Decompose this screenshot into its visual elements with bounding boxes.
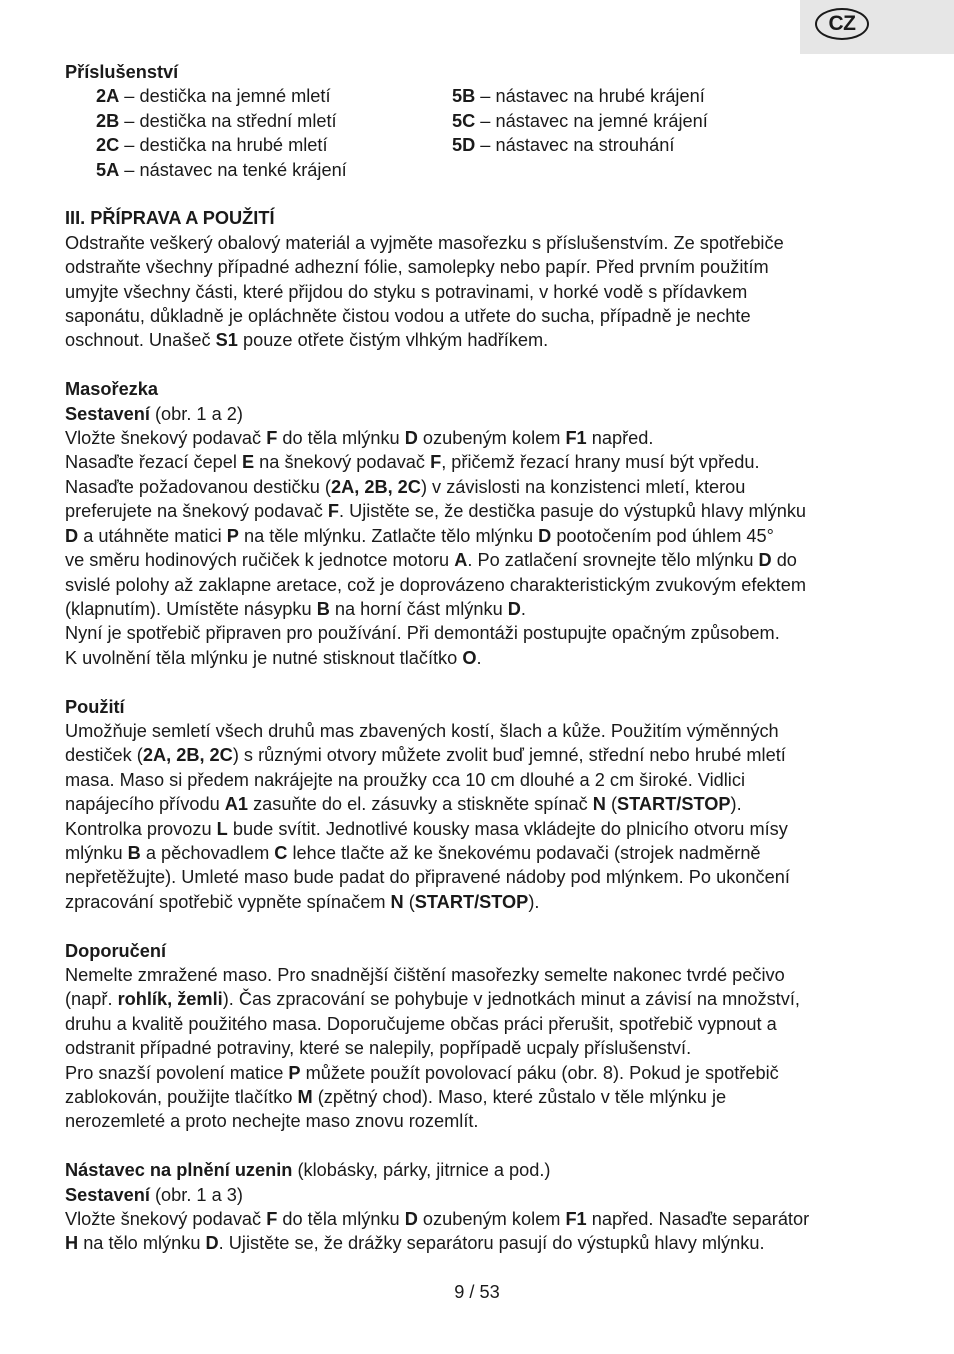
text-line [65,1158,910,1182]
text-run: . Po zatlačení srovnejte tělo mlýnku [467,550,759,571]
bold-run: S1 [215,330,238,351]
bold-run: E [241,452,255,473]
bold-run: START/STOP [617,794,731,815]
bold-run: F [430,452,442,473]
bold-run: H [65,1233,79,1254]
text-run: Nasaďte požadovanou destičku ( [65,476,331,497]
text-line [65,377,910,401]
text-run: mlýnku [65,842,128,863]
text-line [65,621,910,645]
bold-run: Doporučení [65,940,167,961]
text-run: ). [528,891,540,912]
accessory-desc: – destička na střední mletí [119,110,337,131]
bold-run: D [404,1209,418,1230]
text-run: napájecího přívodu [65,794,225,815]
text-line [65,475,910,499]
text-run: odstraňte všechny případné adhezní fólie, samolepky nebo papír. Před prvním použitím [65,257,769,278]
bold-run: 2A, 2B, 2C [330,476,421,497]
accessory-item [96,133,452,157]
bold-run: III. PŘÍPRAVA A POUŽITÍ [65,208,275,229]
text-run: , přičemž řezací hrany musí být vpředu. [441,452,760,473]
text-run: nepřetěžujte). Umleté maso bude padat do připravené nádoby pod mlýnkem. Po ukončení [65,867,790,888]
text-run: (klobásky, párky, jitrnice a pod.) [292,1160,551,1181]
text-run: preferujete na šnekový podavač [65,501,328,522]
text-line [65,499,910,523]
text-line [65,1231,910,1255]
bold-run: C [274,842,288,863]
text-run: ve směru hodinových ručiček k jednotce motoru [65,550,455,571]
text-run: Umožňuje semletí všech druhů mas zbavených kostí, šlach a kůže. Použitím výměnných [65,720,779,741]
bold-run: 2A, 2B, 2C [142,745,233,766]
bold-run: D [205,1233,219,1254]
text-run: Nasaďte řezací čepel [65,452,242,473]
bold-run: A1 [224,794,249,815]
text-line [65,402,910,426]
bold-run: A [454,550,468,571]
text-run: ). [730,794,742,815]
text-run: destiček ( [65,745,143,766]
text-run: Vložte šnekový podavač [65,428,267,449]
bold-run: F1 [565,1209,587,1230]
text-line [65,597,910,621]
accessory-item [96,158,452,182]
text-run: svislé polohy až zaklapne aretace, což je doprovázeno charakteristickým zvukovým efektem [65,574,806,595]
text-line [65,890,910,914]
page-number: 9 / 53 [454,1282,500,1302]
text-run: bude svítit. Jednotlivé kousky masa vkládejte do plnicího otvoru mísy [227,818,788,839]
text-run: masa. Maso si předem nakrájejte na proužky cca 10 cm dlouhé a 2 cm široké. Vidlici [65,769,745,790]
text-line [65,817,910,841]
accessory-item [452,133,808,157]
text-run: ). Čas zpracování se pohybuje v jednotkách minut a závisí na množství, [222,989,800,1010]
text-run: ) s různými otvory můžete zvolit buď jemné, střední nebo hrubé mletí [232,745,786,766]
accessory-code: 2A [96,86,120,107]
text-run: Vložte šnekový podavač [65,1209,267,1230]
text-run: . [476,647,482,668]
bold-run: D [507,598,521,619]
text-line [65,1061,910,1085]
text-run: oschnout. Unašeč [65,330,216,351]
text-run: . Ujistěte se, že drážky separátoru pasují do výstupků hlavy mlýnku. [218,1233,765,1254]
text-run: do těla mlýnku [277,1209,405,1230]
accessory-item [452,84,808,108]
text-line [65,255,910,279]
text-line [65,548,910,572]
text-line [65,865,910,889]
text-line [65,841,910,865]
text-run: ) v závislosti na konzistenci mletí, kterou [420,476,746,497]
text-run: pouze otřete čistým vlhkým hadříkem. [237,330,549,351]
text-run: na horní část mlýnku [329,598,508,619]
bold-run: D [404,428,418,449]
text-line [65,719,910,743]
text-line [65,768,910,792]
accessory-code: 5C [452,110,476,131]
bold-run: rohlík, žemli [117,989,223,1010]
text-run: na šnekový podavač [254,452,431,473]
text-run: zablokován, použijte tlačítko [65,1087,298,1107]
text-run: napřed. Nasaďte separátor [586,1209,810,1230]
text-run: (klapnutím). Umístěte násypku [65,598,317,619]
accessory-item [96,84,452,108]
text-line [65,1012,910,1036]
text-run: (obr. 1 a 3) [149,1184,243,1205]
paragraph-gap [65,1134,910,1158]
accessories-heading: Příslušenství [65,62,179,82]
text-run: na těle mlýnku. Zatlačte tělo mlýnku [238,525,539,546]
text-line [65,963,910,987]
text-line [65,573,910,597]
bold-run: F1 [565,428,587,449]
text-line [65,792,910,816]
text-line [65,743,910,767]
text-run: Nyní je spotřebič připraven pro používání. Při demontáži postupujte opačným způsobem. [65,623,780,644]
accessory-desc: – nástavec na hrubé krájení [475,86,705,107]
language-tab [800,0,954,54]
paragraph-gap [65,353,910,377]
text-line [65,231,910,255]
text-line [65,1085,910,1109]
text-run: . Ujistěte se, že destička pasuje do výstupků hlavy mlýnku [339,501,807,522]
text-run: Kontrolka provozu [65,818,217,839]
bold-run: P [288,1062,301,1083]
document-body [65,60,910,1256]
accessory-code: 5A [96,159,120,180]
text-line [65,1183,910,1207]
bold-run: START/STOP [414,891,529,912]
text-line [65,280,910,304]
bold-run: Sestavení [65,1184,150,1205]
text-line [65,450,910,474]
bold-run: Masořezka [65,379,159,400]
text-line [65,939,910,963]
text-run: nerozemleté a proto nechejte maso znovu rozemlít. [65,1111,479,1132]
text-line [65,328,910,352]
text-run: (obr. 1 a 2) [149,403,243,424]
bold-run: F [266,428,278,449]
bold-run: O [462,647,477,668]
text-run: ozubeným kolem [417,1209,566,1230]
bold-run: B [316,598,330,619]
accessory-code: 2B [96,110,120,131]
text-line [65,1109,910,1133]
text-run: (zpětný chod). Maso, které zůstalo v těle mlýnku je [312,1087,727,1107]
text-run: Nemelte zmražené maso. Pro snadnější čištění masořezky semelte nakonec tvrdé pečivo [65,964,785,985]
accessories-column-right [452,84,808,182]
text-run: do [771,550,797,571]
text-line [65,426,910,450]
bold-run: Použití [65,696,125,717]
text-run: zasuňte do el. zásuvky a stiskněte spínač [248,794,593,815]
bold-run: L [216,818,228,839]
paragraph-gap [65,914,910,938]
text-run: do těla mlýnku [277,428,405,449]
accessory-code: 5D [452,135,476,156]
text-line [65,695,910,719]
accessory-code: 5B [452,86,476,107]
bold-run: Nástavec na plnění uzenin [65,1160,293,1181]
paragraph-gap [65,182,910,206]
text-lines [65,182,910,1256]
accessory-desc: – destička na hrubé mletí [119,135,328,156]
text-run: saponátu, důkladně je opláchněte čistou vodou a utřete do sucha, případně je nechte [65,306,751,327]
text-run: pootočením pod úhlem 45° [551,525,774,546]
bold-run: F [327,501,340,522]
text-line [65,206,910,230]
bold-run: D [758,550,772,571]
text-line [65,524,910,548]
accessory-desc: – nástavec na tenké krájení [119,159,347,180]
bold-run: D [65,525,79,546]
accessory-item [96,109,452,133]
text-run: a pěchovadlem [140,842,275,863]
bold-run: P [226,525,239,546]
text-run: ( [403,891,415,912]
text-run: ( [605,794,618,815]
bold-run: B [127,842,141,863]
text-run: ozubeným kolem [417,428,566,449]
text-run: Pro snazší povolení matice [65,1062,289,1083]
text-line [65,1036,910,1060]
accessory-desc: – destička na jemné mletí [119,86,331,107]
text-run: na tělo mlýnku [78,1233,206,1254]
text-run: můžete použít povolovací páku (obr. 8). Pokud je spotřebič [300,1062,779,1083]
text-run: lehce tlačte až ke šnekovému podavači (strojek nadměrně [287,842,761,863]
text-line [65,646,910,670]
language-badge: CZ [815,8,869,40]
bold-run: N [390,891,404,912]
bold-run: M [297,1087,313,1107]
text-run: K uvolnění těla mlýnku je nutné stisknout tlačítko [65,647,463,668]
text-run: Odstraňte veškerý obalový materiál a vyjměte masořezku s příslušenstvím. Ze spotřebiče [65,232,784,253]
text-run: . [520,598,526,619]
text-run: umyjte všechny části, které přijdou do styku s potravinami, v horké vodě s přídavkem [65,281,748,302]
bold-run: F [266,1209,278,1230]
bold-run: Sestavení [65,403,150,424]
bold-run: N [592,794,606,815]
paragraph-gap [65,670,910,694]
text-run: druhu a kvalitě použitého masa. Doporučujeme občas práci přerušit, spotřebič vypnout a [65,1013,777,1034]
text-line [65,1207,910,1231]
accessories-column-left [65,84,452,182]
accessory-desc: – nástavec na strouhání [475,135,675,156]
accessories-list [65,84,910,182]
text-run: zpracování spotřebič vypněte spínačem [65,891,391,912]
text-run: (např. [65,989,118,1010]
accessory-item [452,109,808,133]
accessory-code: 2C [96,135,120,156]
text-run: napřed. [586,428,654,449]
text-run: a utáhněte matici [78,525,227,546]
accessory-desc: – nástavec na jemné krájení [475,110,708,131]
text-line [65,987,910,1011]
text-run: odstranit případné potraviny, které se nalepily, popřípadě ucpaly příslušenství. [65,1038,692,1059]
text-line [65,304,910,328]
bold-run: D [538,525,552,546]
